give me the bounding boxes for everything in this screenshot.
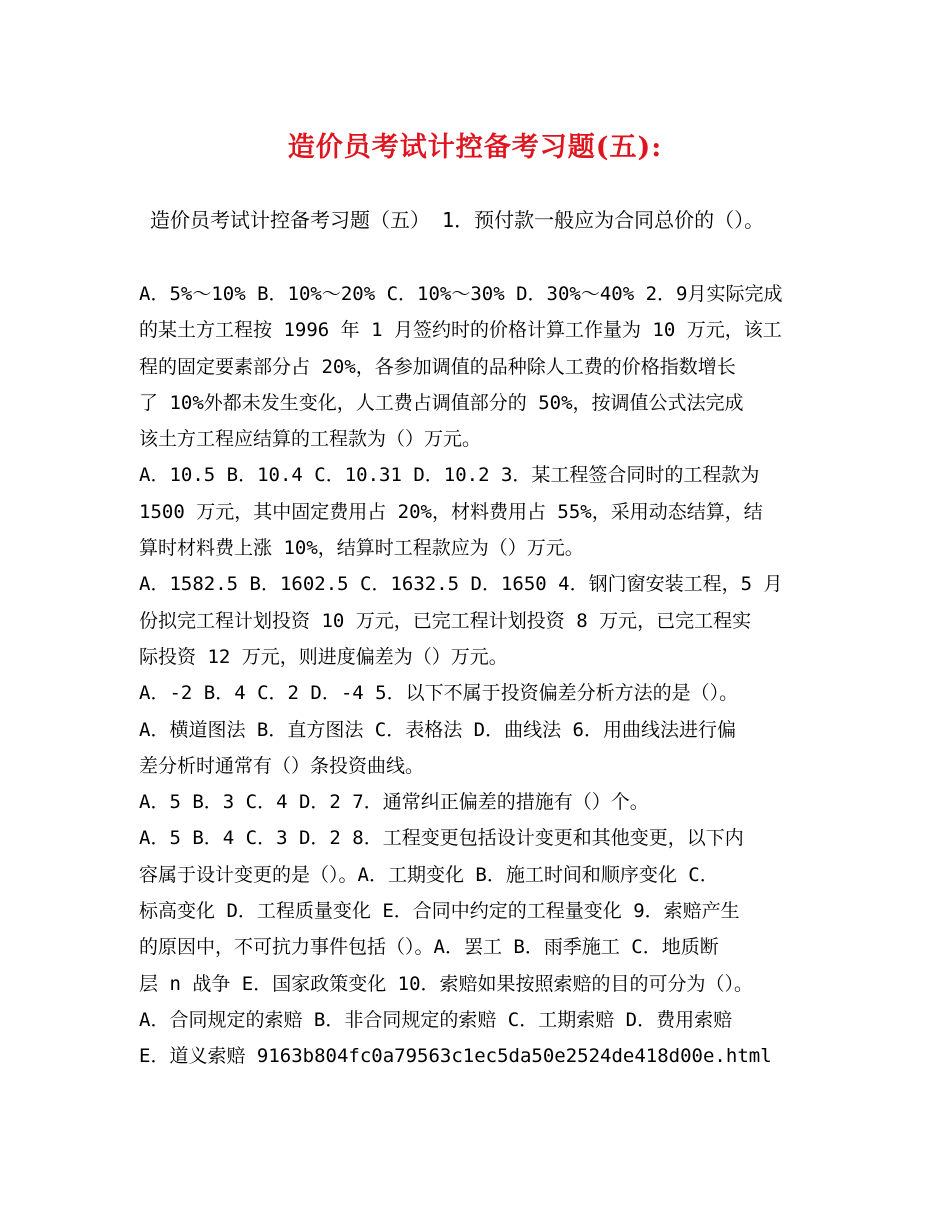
body-line: 容属于设计变更的是（）。A．工期变化 B．施工时间和顺序变化 C． [139, 863, 719, 886]
body-line: A．-2 B．4 C．2 D．-4 5．以下不属于投资偏差分析方法的是（）。 [139, 682, 739, 705]
body-line: 程的固定要素部分占 20%，各参加调值的品种除人工费的价格指数增长 [139, 355, 736, 378]
document-title: 造价员考试计控备考习题(五): [287, 132, 663, 163]
body-line: E．道义索赔 9163b804fc0a79563c1ec5da50e2524de418d00e.html [139, 1045, 772, 1068]
body-line: A．5%～10% B．10%～20% C．10%～30% D．30%～40% 2．9月实际完成 [139, 283, 783, 305]
body-line: 层 n 战争 E．国家政策变化 10．索赔如果按照索赔的目的可分为（）。 [139, 972, 754, 995]
body-line: A．5 B．3 C．4 D．2 7．通常纠正偏差的措施有（）个。 [139, 791, 649, 814]
question-body [139, 276, 829, 1075]
body-line: A．合同规定的索赔 B．非合同规定的索赔 C．工期索赔 D．费用索赔 [139, 1008, 733, 1031]
body-line: 差分析时通常有（）条投资曲线。 [139, 754, 425, 777]
body-line: 份拟完工程计划投资 10 万元，已完工程计划投资 8 万元，已完工程实 [139, 609, 752, 632]
body-line: 了 10%外都未发生变化，人工费占调值部分的 50%，按调值公式法完成 [139, 391, 744, 414]
body-line: 算时材料费上涨 10%，结算时工程款应为（）万元。 [139, 537, 584, 560]
body-line: 的原因中，不可抗力事件包括（）。A．罢工 B．雨季施工 C．地质断 [139, 936, 719, 959]
body-line: 际投资 12 万元，则进度偏差为（）万元。 [139, 645, 508, 668]
body-line: 标高变化 D．工程质量变化 E．合同中约定的工程量变化 9．索赔产生 [139, 900, 740, 923]
body-line: A．横道图法 B．直方图法 C．表格法 D．曲线法 6．用曲线法进行偏 [139, 718, 736, 741]
body-line: 1500 万元，其中固定费用占 20%，材料费用占 55%，采用动态结算，结 [139, 500, 763, 523]
body-line: A．5 B．4 C．3 D．2 8．工程变更包括设计变更和其他变更，以下内 [139, 827, 744, 850]
intro-paragraph: 造价员考试计控备考习题（五） 1．预付款一般应为合同总价的（）。 [150, 208, 765, 232]
body-line: A．10.5 B．10.4 C．10.31 D．10.2 3．某工程签合同时的工程款为 [139, 464, 760, 487]
body-line: A．1582.5 B．1602.5 C．1632.5 D．1650 4．钢门窗安装工程，5 月 [139, 573, 783, 596]
body-line: 该土方工程应结算的工程款为（）万元。 [139, 428, 482, 451]
body-line: 的某土方工程按 1996 年 1 月签约时的价格计算工作量为 10 万元，该工 [139, 319, 782, 342]
